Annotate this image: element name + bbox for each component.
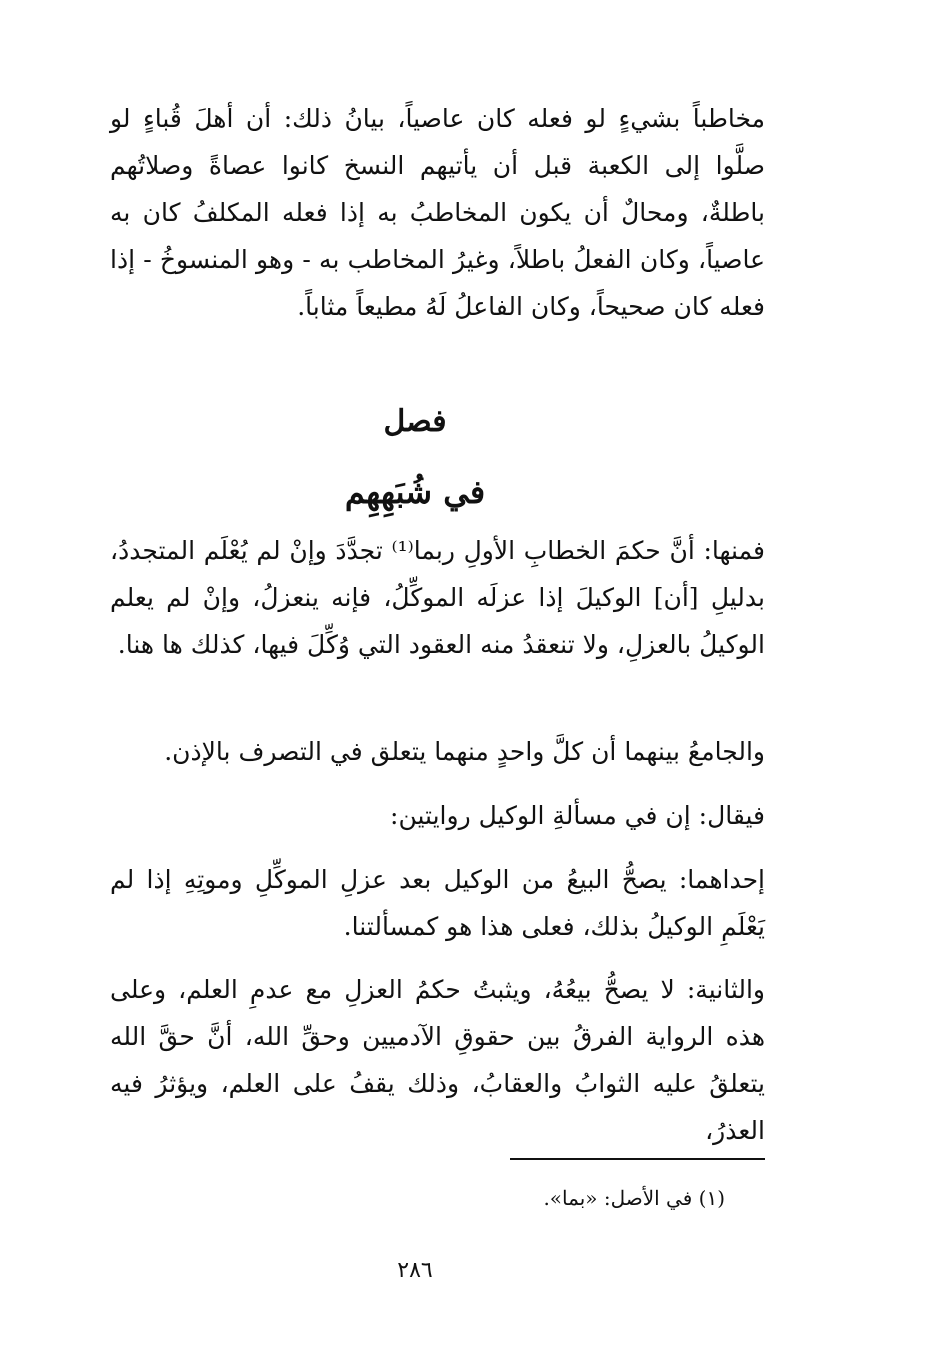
page-number: ٢٨٦ [397, 1258, 433, 1283]
paragraph-second-narration: والثانية: لا يصحُّ بيعُهُ، ويثبتُ حكمُ العزلِ مع عدمِ العلم، وعلى هذه الرواية الفرقُ بين حقوقِ الآدميين وحقِّ الله، أنَّ حقَّ الله يتعلقُ عليه الثوابُ والعقابُ، وذلك يقفُ على العلم، ويؤثرُ فيه العذرُ، [110, 975, 765, 1145]
footnote: (١) في الأصل: «بما». [543, 1186, 725, 1210]
paragraph-first-narration: إحداهما: يصحُّ البيعُ من الوكيل بعد عزلِ الموكِّلِ وموتِهِ إذا لم يَعْلَمِ الوكيلُ بذلك، فعلى هذا هو كمسألتنا. [110, 865, 765, 941]
footnote-divider [510, 1158, 765, 1160]
section-heading: فصل [383, 404, 447, 439]
section-subtitle: في شُبَهِهِم [344, 473, 486, 511]
paragraph-reply-intro: فيقال: إن في مسألةِ الوكيل روايتين: [390, 801, 765, 830]
paragraph-common-ground: والجامعُ بينهما أن كلَّ واحدٍ منهما يتعلق في التصرف بالإذن. [164, 737, 765, 766]
paragraph-objection: فمنها: أنَّ حكمَ الخطابِ الأولِ ربما⁽¹⁾ تجدَّدَ وإنْ لم يُعْلَم المتجددُ، بدليلِ [أن] الوكيلَ إذا عزلَه الموكِّلُ، فإنه ينعزلُ، وإنْ لم يعلم الوكيلُ بالعزلِ، ولا تنعقدُ منه العقود التي وُكِّلَ فيها، كذلك ها هنا. [110, 536, 765, 659]
paragraph-continuation: مخاطباً بشيءٍ لو فعله كان عاصياً، بيانُ ذلك: أن أهلَ قُباءٍ لو صلَّوا إلى الكعبة قبل أن يأتيهم النسخ كانوا عصاةً وصلاتُهم باطلةٌ، ومحالٌ أن يكون المخاطبُ به إذا فعله المكلفُ كان به عاصياً، وكان الفعلُ باطلاً، وغيرُ المخاطب به - وهو المنسوخُ - إذا فعله كان صحيحاً، وكان الفاعلُ لَهُ مطيعاً مثاباً. [110, 104, 765, 321]
